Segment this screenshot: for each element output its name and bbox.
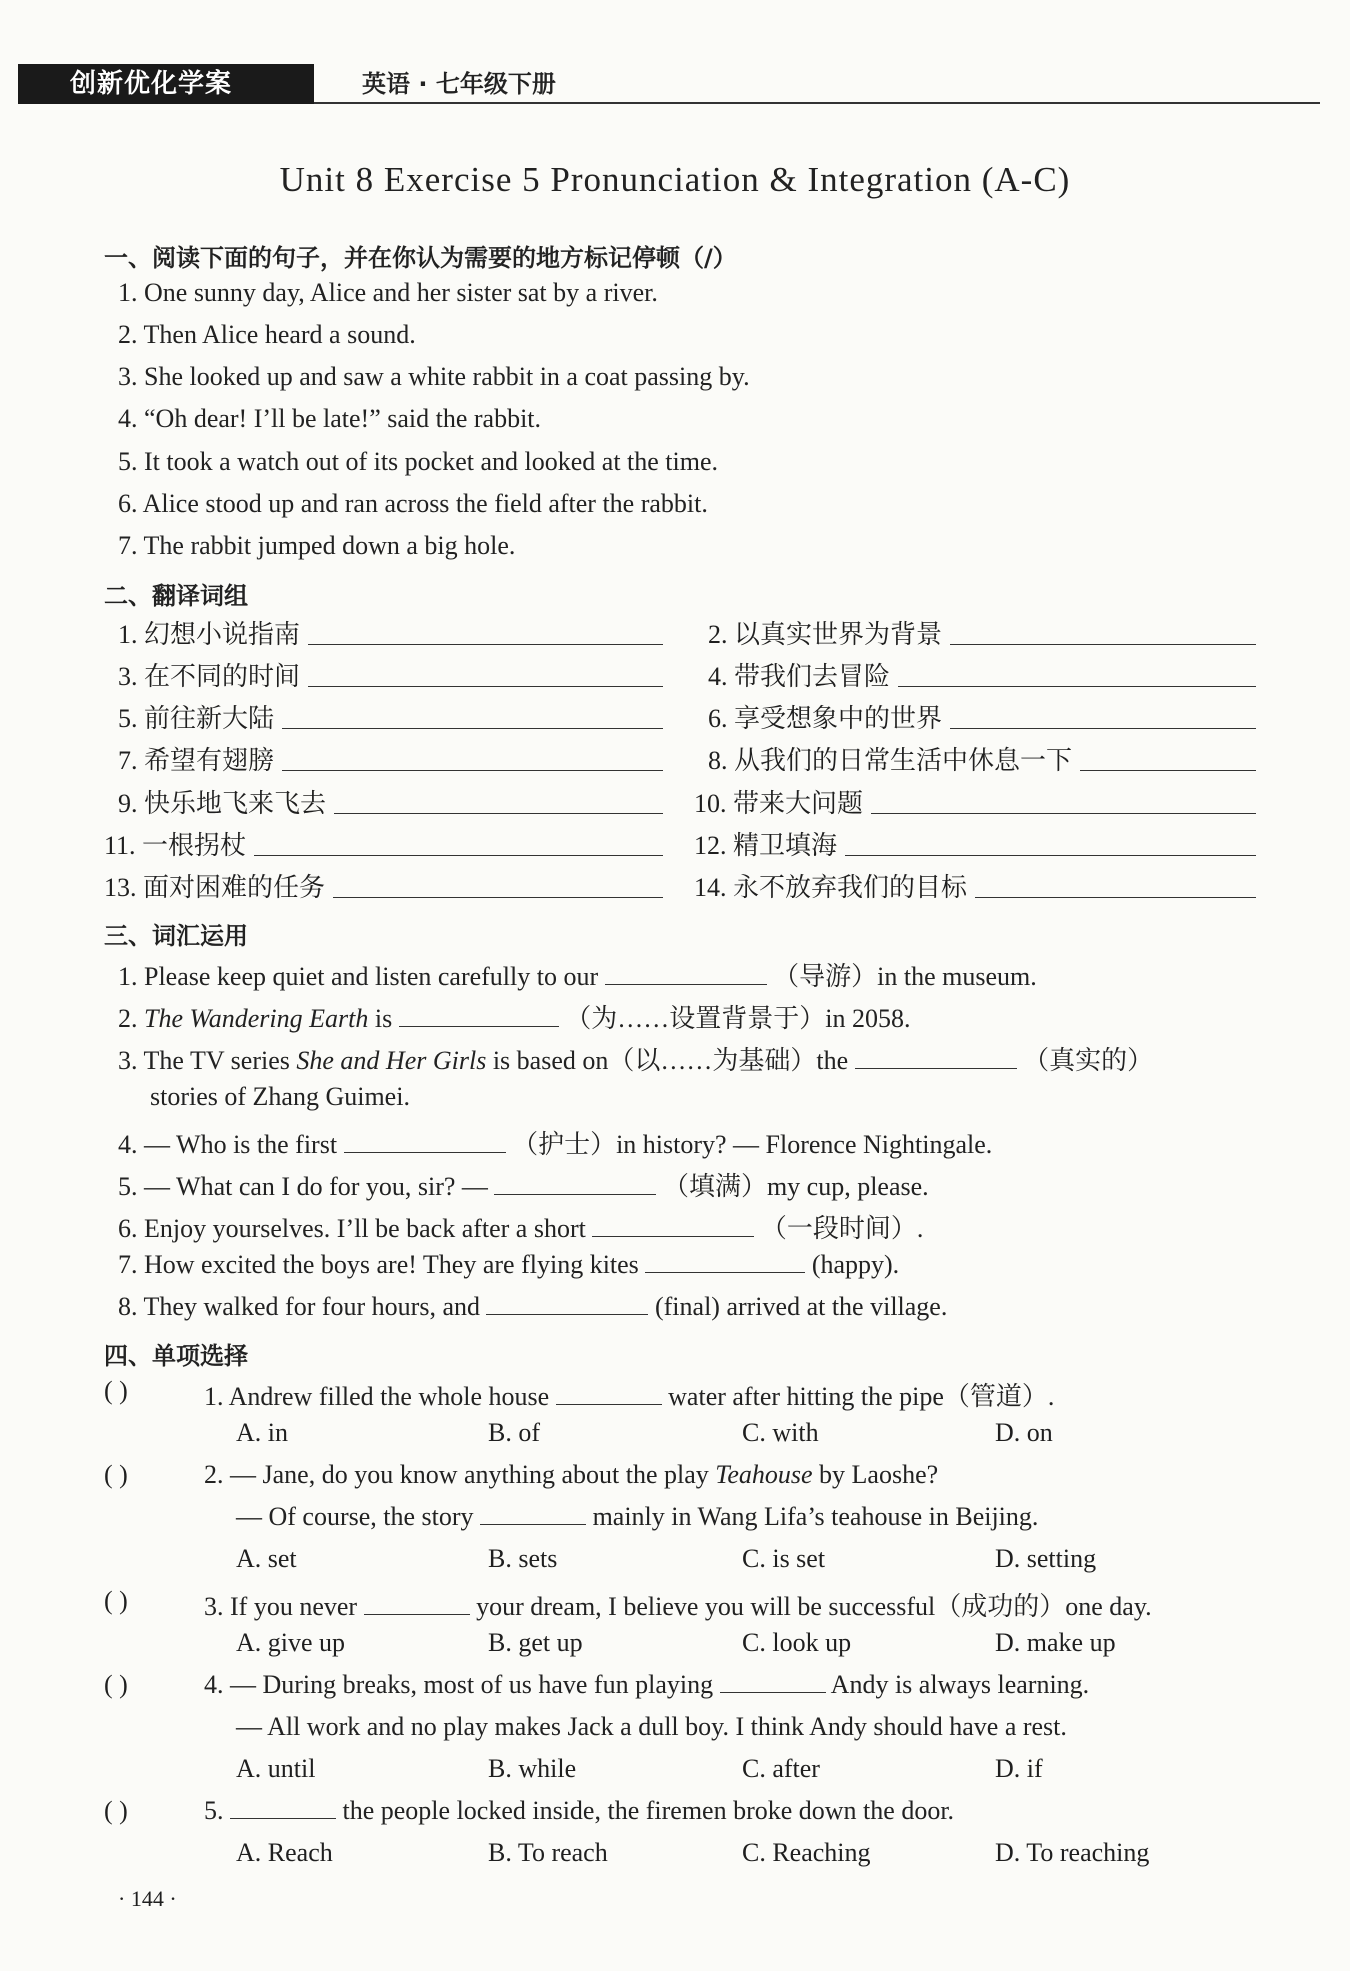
option-c[interactable]: C. with bbox=[742, 1418, 819, 1447]
q-text: your dream, I believe you will be successful（成功的）one day. bbox=[476, 1592, 1152, 1621]
q-title-italic: She and Her Girls bbox=[296, 1046, 487, 1075]
mc-q1-stem bbox=[204, 1376, 1054, 1413]
mc-q4-line2: — All work and no play makes Jack a dull boy. I think Andy should have a rest. bbox=[236, 1712, 1067, 1741]
vocab-q7 bbox=[118, 1250, 899, 1280]
option-a[interactable]: A. set bbox=[236, 1544, 297, 1573]
translate-prompt: 5. 前往新大陆 bbox=[118, 704, 275, 733]
answer-blank[interactable] bbox=[975, 897, 1256, 898]
q-text: is based on（以……为基础）the bbox=[486, 1046, 849, 1075]
answer-blank[interactable] bbox=[333, 897, 663, 898]
page-number: · 144 · bbox=[118, 1886, 177, 1911]
q-text: Andy is always learning. bbox=[830, 1670, 1090, 1699]
s1-item: 2. Then Alice heard a sound. bbox=[118, 320, 416, 349]
option-b[interactable]: B. get up bbox=[488, 1628, 583, 1657]
translate-prompt: 14. 永不放弃我们的目标 bbox=[694, 873, 968, 902]
option-a[interactable]: A. give up bbox=[236, 1628, 346, 1657]
header-subject: 英语 · 七年级下册 bbox=[362, 70, 556, 98]
answer-paren[interactable]: ( ) bbox=[104, 1460, 128, 1489]
option-a[interactable]: A. until bbox=[236, 1754, 316, 1783]
answer-blank[interactable] bbox=[950, 644, 1256, 645]
q-text: — Of course, the story bbox=[236, 1502, 474, 1531]
answer-blank[interactable] bbox=[645, 1250, 805, 1273]
s1-item: 4. “Oh dear! I’ll be late!” said the rabbit. bbox=[118, 404, 542, 433]
vocab-q8 bbox=[118, 1292, 947, 1322]
option-b[interactable]: B. of bbox=[488, 1418, 540, 1447]
s1-item: 1. One sunny day, Alice and her sister sat by a river. bbox=[118, 278, 658, 307]
s1-item: 7. The rabbit jumped down a big hole. bbox=[118, 531, 516, 560]
q-text: 2. — Jane, do you know anything about the play bbox=[204, 1460, 716, 1489]
translate-item bbox=[104, 867, 663, 904]
q-text: (happy). bbox=[811, 1250, 900, 1279]
q-text: by Laoshe? bbox=[812, 1460, 939, 1489]
q-text: water after hitting the pipe（管道）. bbox=[668, 1382, 1055, 1411]
section3-heading: 三、词汇运用 bbox=[104, 922, 248, 950]
answer-blank[interactable] bbox=[898, 686, 1256, 687]
translate-item bbox=[708, 656, 1256, 693]
answer-blank[interactable] bbox=[344, 1130, 506, 1153]
q-text: （填满）my cup, please. bbox=[662, 1172, 929, 1201]
option-b[interactable]: B. while bbox=[488, 1754, 577, 1783]
translate-item bbox=[694, 867, 1256, 904]
translate-item bbox=[118, 614, 663, 651]
vocab-q1 bbox=[118, 956, 1037, 993]
answer-blank[interactable] bbox=[254, 855, 663, 856]
q-text: （导游）in the museum. bbox=[773, 962, 1037, 991]
brand-logo: 创新优化学案 bbox=[70, 69, 233, 99]
section2-heading: 二、翻译词组 bbox=[104, 582, 248, 610]
answer-blank[interactable] bbox=[494, 1172, 656, 1195]
s1-item: 3. She looked up and saw a white rabbit in a coat passing by. bbox=[118, 362, 750, 391]
mc-q2-line2 bbox=[236, 1502, 1038, 1532]
translate-prompt: 13. 面对困难的任务 bbox=[104, 873, 326, 902]
q-text: （护士）in history? — Florence Nightingale. bbox=[512, 1130, 993, 1159]
translate-item bbox=[104, 825, 663, 862]
vocab-q4 bbox=[118, 1124, 992, 1161]
q-text: 8. They walked for four hours, and bbox=[118, 1292, 480, 1321]
translate-item bbox=[694, 825, 1256, 862]
answer-blank[interactable] bbox=[282, 728, 663, 729]
vocab-q6 bbox=[118, 1208, 923, 1245]
q-text: （真实的） bbox=[1023, 1046, 1154, 1075]
translate-item bbox=[118, 656, 663, 693]
answer-blank[interactable] bbox=[1080, 770, 1256, 771]
translate-prompt: 12. 精卫填海 bbox=[694, 831, 838, 860]
answer-blank bbox=[364, 1592, 470, 1615]
q-text: 6. Enjoy yourselves. I’ll be back after a short bbox=[118, 1214, 586, 1243]
q-text: 2. bbox=[118, 1004, 144, 1033]
translate-prompt: 7. 希望有翅膀 bbox=[118, 746, 275, 775]
option-d[interactable]: D. setting bbox=[995, 1544, 1097, 1573]
option-c[interactable]: C. is set bbox=[742, 1544, 826, 1573]
translate-prompt: 9. 快乐地飞来飞去 bbox=[118, 789, 327, 818]
option-d[interactable]: D. make up bbox=[995, 1628, 1116, 1657]
translate-item bbox=[708, 614, 1256, 651]
option-d[interactable]: D. on bbox=[995, 1418, 1053, 1447]
answer-paren[interactable]: ( ) bbox=[104, 1586, 128, 1615]
answer-blank[interactable] bbox=[308, 644, 663, 645]
answer-paren[interactable]: ( ) bbox=[104, 1376, 128, 1405]
translate-prompt: 6. 享受想象中的世界 bbox=[708, 704, 943, 733]
q-text: (final) arrived at the village. bbox=[654, 1292, 948, 1321]
option-d[interactable]: D. if bbox=[995, 1754, 1043, 1783]
mc-q5-stem bbox=[204, 1796, 954, 1826]
option-c[interactable]: C. look up bbox=[742, 1628, 852, 1657]
q-text: 7. How excited the boys are! They are flying kites bbox=[118, 1250, 639, 1279]
vocab-q5 bbox=[118, 1166, 929, 1203]
translate-item bbox=[708, 740, 1256, 777]
option-c[interactable]: C. after bbox=[742, 1754, 820, 1783]
vocab-q3-cont: stories of Zhang Guimei. bbox=[150, 1082, 410, 1111]
vocab-q2 bbox=[118, 998, 910, 1035]
q-text: （一段时间）. bbox=[760, 1214, 924, 1243]
translate-prompt: 1. 幻想小说指南 bbox=[118, 620, 301, 649]
answer-paren[interactable]: ( ) bbox=[104, 1796, 128, 1825]
q-text: 4. — Who is the first bbox=[118, 1130, 338, 1159]
translate-item bbox=[118, 783, 663, 820]
translate-prompt: 10. 带来大问题 bbox=[694, 789, 864, 818]
translate-item bbox=[118, 740, 663, 777]
translate-prompt: 3. 在不同的时间 bbox=[118, 662, 301, 691]
mc-q3-stem bbox=[204, 1586, 1152, 1623]
answer-blank[interactable] bbox=[871, 813, 1256, 814]
option-a[interactable]: A. Reach bbox=[236, 1838, 333, 1867]
translate-prompt: 11. 一根拐杖 bbox=[104, 831, 247, 860]
answer-blank[interactable] bbox=[592, 1214, 754, 1237]
answer-blank bbox=[556, 1382, 662, 1405]
page-title: Unit 8 Exercise 5 Pronunciation & Integration (A-C) bbox=[279, 160, 1071, 199]
answer-blank[interactable] bbox=[486, 1292, 648, 1315]
answer-blank[interactable] bbox=[605, 962, 767, 985]
option-b[interactable]: B. To reach bbox=[488, 1838, 608, 1867]
answer-blank[interactable] bbox=[950, 728, 1256, 729]
translate-prompt: 2. 以真实世界为背景 bbox=[708, 620, 943, 649]
option-d[interactable]: D. To reaching bbox=[995, 1838, 1150, 1867]
q-text: the people locked inside, the firemen broke down the door. bbox=[342, 1796, 955, 1825]
translate-prompt: 8. 从我们的日常生活中休息一下 bbox=[708, 746, 1073, 775]
q-title-italic: Teahouse bbox=[715, 1460, 813, 1489]
q-text: 1. Please keep quiet and listen carefully to our bbox=[118, 962, 599, 991]
q-title-italic: The Wandering Earth bbox=[144, 1004, 369, 1033]
q-text: 4. — During breaks, most of us have fun playing bbox=[204, 1670, 714, 1699]
vocab-q3 bbox=[118, 1040, 1153, 1077]
q-text: 3. If you never bbox=[204, 1592, 358, 1621]
q-text: 1. Andrew filled the whole house bbox=[204, 1382, 550, 1411]
answer-blank bbox=[230, 1796, 336, 1819]
q-text: 5. bbox=[204, 1796, 224, 1825]
q-text: is bbox=[368, 1004, 393, 1033]
section4-heading: 四、单项选择 bbox=[104, 1342, 248, 1370]
q-text: 3. The TV series bbox=[118, 1046, 297, 1075]
q-text: mainly in Wang Lifa’s teahouse in Beijing. bbox=[592, 1502, 1039, 1531]
answer-blank[interactable] bbox=[308, 686, 663, 687]
q-text: （为……设置背景于）in 2058. bbox=[565, 1004, 911, 1033]
q-text: 5. — What can I do for you, sir? — bbox=[118, 1172, 488, 1201]
answer-blank[interactable] bbox=[855, 1046, 1017, 1069]
option-c[interactable]: C. Reaching bbox=[742, 1838, 871, 1867]
option-a[interactable]: A. in bbox=[236, 1418, 288, 1447]
answer-blank[interactable] bbox=[845, 855, 1256, 856]
s1-item: 5. It took a watch out of its pocket and looked at the time. bbox=[118, 447, 719, 476]
mc-q2-stem bbox=[204, 1460, 938, 1490]
answer-blank[interactable] bbox=[334, 813, 663, 814]
answer-blank bbox=[720, 1670, 826, 1693]
option-b[interactable]: B. sets bbox=[488, 1544, 558, 1573]
translate-item bbox=[694, 783, 1256, 820]
answer-paren[interactable]: ( ) bbox=[104, 1670, 128, 1699]
mc-q4-stem bbox=[204, 1670, 1089, 1700]
answer-blank bbox=[480, 1502, 586, 1525]
header-divider bbox=[314, 102, 1320, 104]
translate-prompt: 4. 带我们去冒险 bbox=[708, 662, 891, 691]
answer-blank[interactable] bbox=[399, 1004, 559, 1027]
translate-item bbox=[118, 698, 663, 735]
s1-item: 6. Alice stood up and ran across the field after the rabbit. bbox=[118, 489, 708, 518]
answer-blank[interactable] bbox=[282, 770, 663, 771]
section1-heading: 一、阅读下面的句子，并在你认为需要的地方标记停顿（/） bbox=[104, 244, 737, 272]
translate-item bbox=[708, 698, 1256, 735]
